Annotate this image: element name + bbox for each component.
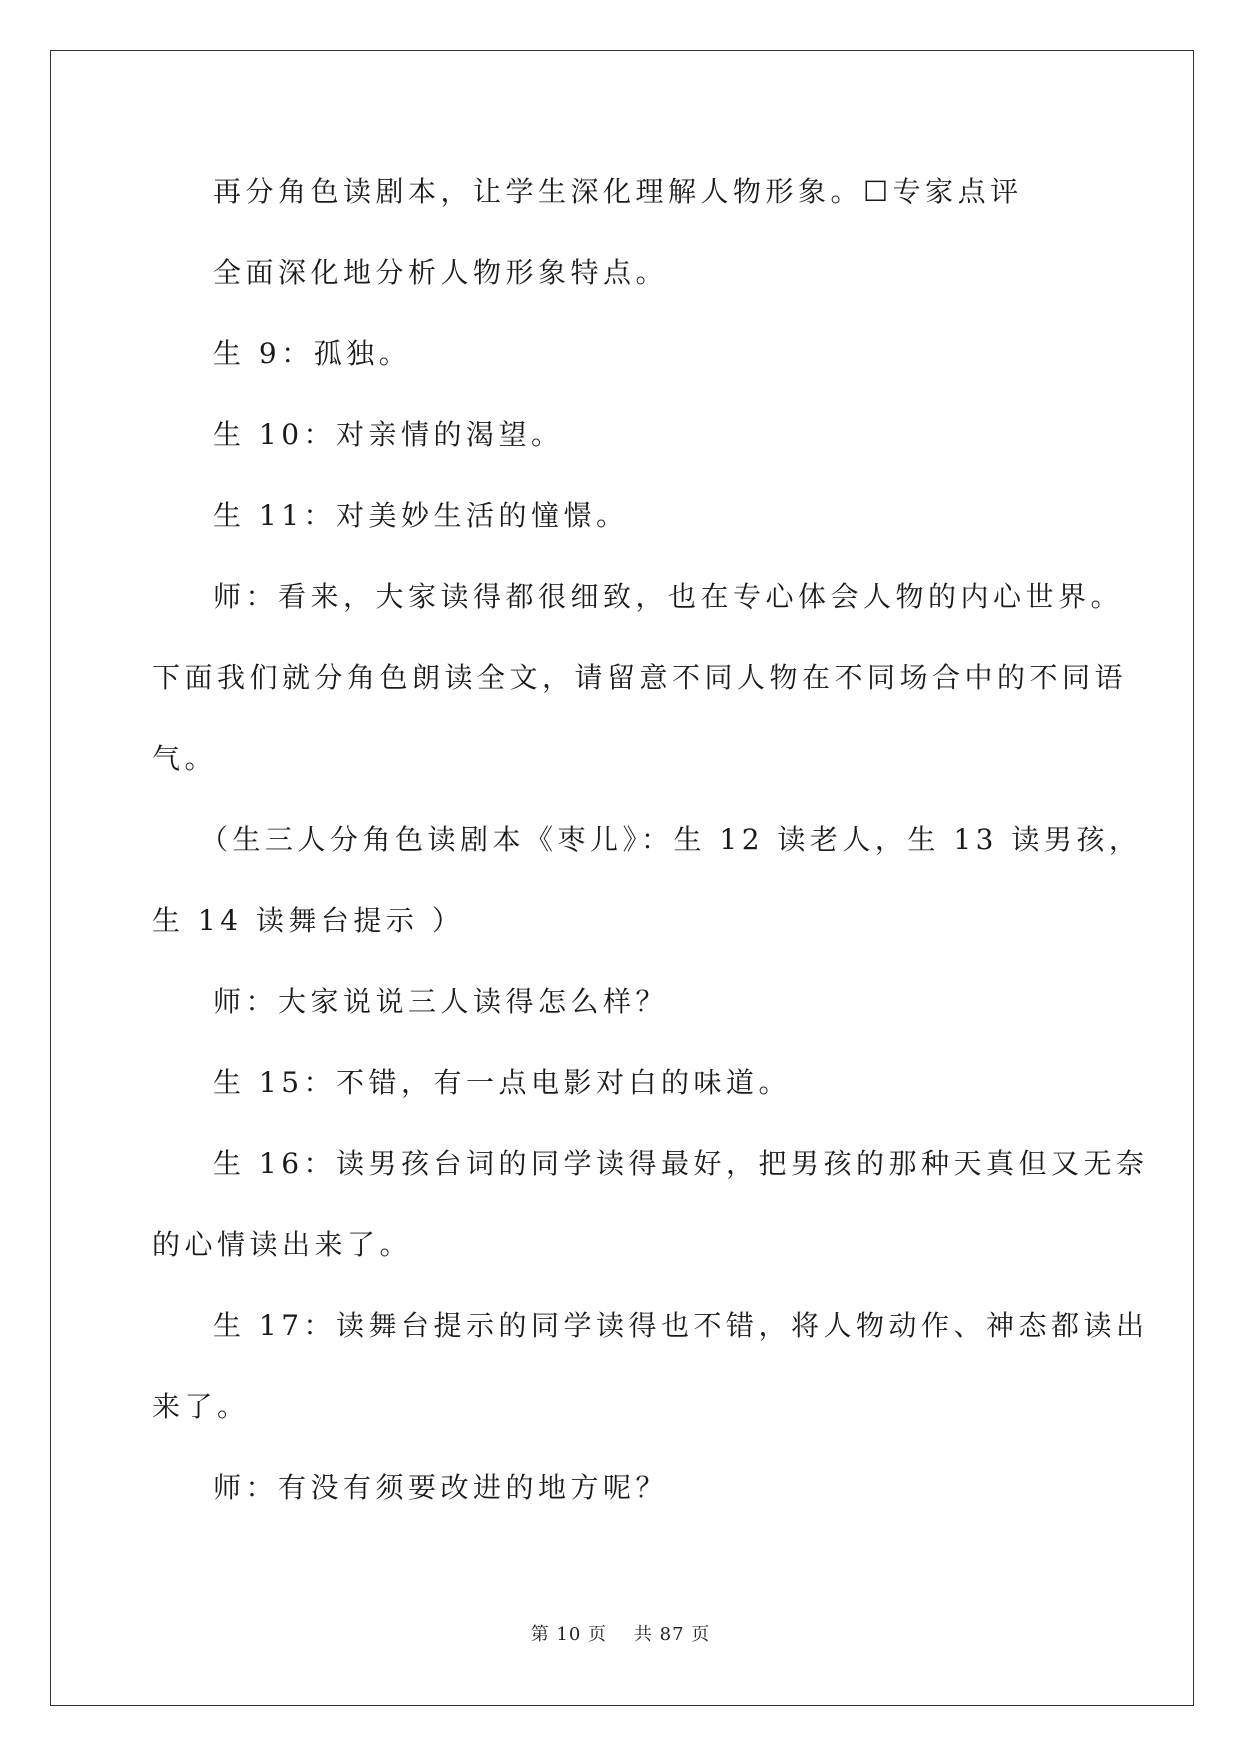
paragraph-line: （生三人分角色读剧本《枣儿》：生 12 读老人，生 13 读男孩， [200, 823, 1142, 856]
paragraph-line: 师：看来，大家读得都很细致，也在专心体会人物的内心世界。 [213, 580, 1124, 613]
paragraph-line: 生 14 读舞台提示 ） [152, 904, 465, 937]
paragraph-line: 的心情读出来了。 [152, 1228, 413, 1261]
paragraph-line: 下面我们就分角色朗读全文，请留意不同人物在不同场合中的不同语 [152, 661, 1128, 694]
paragraph-line: 生 15：不错，有一点电影对白的味道。 [213, 1066, 792, 1099]
paragraph-line: 气。 [152, 742, 218, 775]
paragraph-line: 师：有没有须要改进的地方呢？ [213, 1471, 669, 1504]
paragraph-line: 生 9：孤独。 [213, 337, 412, 370]
page-border [50, 50, 1194, 1706]
paragraph-line: 来了。 [152, 1390, 250, 1423]
paragraph-line: 再分角色读剧本，让学生深化理解人物形象。☐专家点评 [213, 175, 1023, 208]
paragraph-line: 生 17：读舞台提示的同学读得也不错，将人物动作、神态都读出 [213, 1309, 1149, 1342]
paragraph-line: 全面深化地分析人物形象特点。 [213, 256, 669, 289]
paragraph-line: 生 16：读男孩台词的同学读得最好，把男孩的那种天真但又无奈 [213, 1147, 1149, 1180]
paragraph-line: 生 10：对亲情的渴望。 [213, 418, 564, 451]
paragraph-line: 生 11：对美妙生活的憧憬。 [213, 499, 629, 532]
page-footer [0, 1623, 1241, 1647]
page-number-label: 第 10 页 共 87 页 [530, 1624, 711, 1645]
paragraph-line: 师：大家说说三人读得怎么样？ [213, 985, 669, 1018]
